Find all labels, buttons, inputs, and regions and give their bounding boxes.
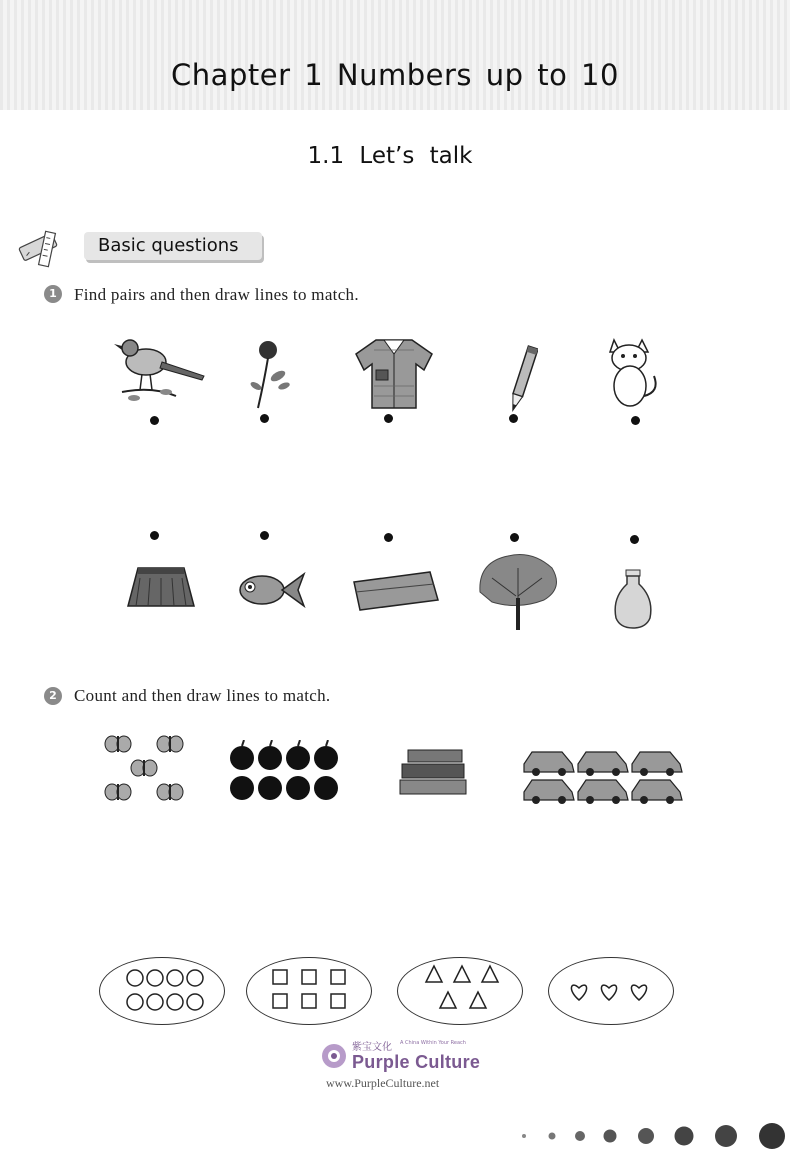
butterfly-1 <box>105 736 131 752</box>
rose-dot[interactable] <box>260 414 269 423</box>
pencil-case-picture <box>350 568 440 614</box>
triangles-oval[interactable] <box>397 957 523 1025</box>
rose-picture <box>244 338 294 410</box>
butterflies-group <box>102 734 186 808</box>
squares-oval[interactable] <box>246 957 372 1025</box>
skirt-dot[interactable] <box>150 531 159 540</box>
watermark-chinese: 紫宝文化 <box>352 1042 392 1053</box>
purple-culture-logo-icon <box>320 1040 348 1072</box>
tree-picture <box>472 548 562 632</box>
cat-dot[interactable] <box>631 416 640 425</box>
vase-dot[interactable] <box>630 535 639 544</box>
cat-picture <box>604 334 664 410</box>
watermark-name: Purple Culture <box>352 1052 481 1072</box>
pencil-case-dot[interactable] <box>384 533 393 542</box>
butterfly-2 <box>157 736 183 752</box>
question-1-text: Find pairs and then draw lines to match. <box>74 285 359 304</box>
butterfly-5 <box>157 784 183 800</box>
shirt-dot[interactable] <box>384 414 393 423</box>
pencil-dot[interactable] <box>509 414 518 423</box>
purple-culture-watermark <box>318 1036 498 1096</box>
basic-questions-banner <box>14 226 264 270</box>
question-1-number: 1 <box>44 285 62 303</box>
page-corner-dots <box>510 1122 790 1150</box>
cars-group <box>522 744 684 804</box>
vase-picture <box>610 568 656 630</box>
pencil-picture <box>508 344 538 414</box>
circles-oval[interactable] <box>99 957 225 1025</box>
bird-picture <box>112 330 208 406</box>
basic-questions-label: Basic questions <box>84 232 262 260</box>
question-2-number: 2 <box>44 687 62 705</box>
bird-dot[interactable] <box>150 416 159 425</box>
skirt-picture <box>126 566 196 608</box>
pencil-ruler-icon <box>14 226 74 270</box>
chapter-title: Chapter 1 Numbers up to 10 <box>171 58 619 92</box>
butterfly-3 <box>131 760 157 776</box>
chapter-header-band <box>0 0 790 110</box>
section-title: 1.1 Let’s talk <box>307 143 473 169</box>
apples-group <box>228 740 342 804</box>
question-2-text: Count and then draw lines to match. <box>74 686 331 705</box>
watermark-tagline: A China Within Your Reach <box>400 1040 466 1046</box>
fish-picture <box>236 570 306 610</box>
shirt-picture <box>354 336 434 410</box>
books-group <box>398 748 470 798</box>
tree-dot[interactable] <box>510 533 519 542</box>
hearts-oval[interactable] <box>548 957 674 1025</box>
fish-dot[interactable] <box>260 531 269 540</box>
butterfly-4 <box>105 784 131 800</box>
watermark-url: www.PurpleCulture.net <box>326 1076 440 1090</box>
